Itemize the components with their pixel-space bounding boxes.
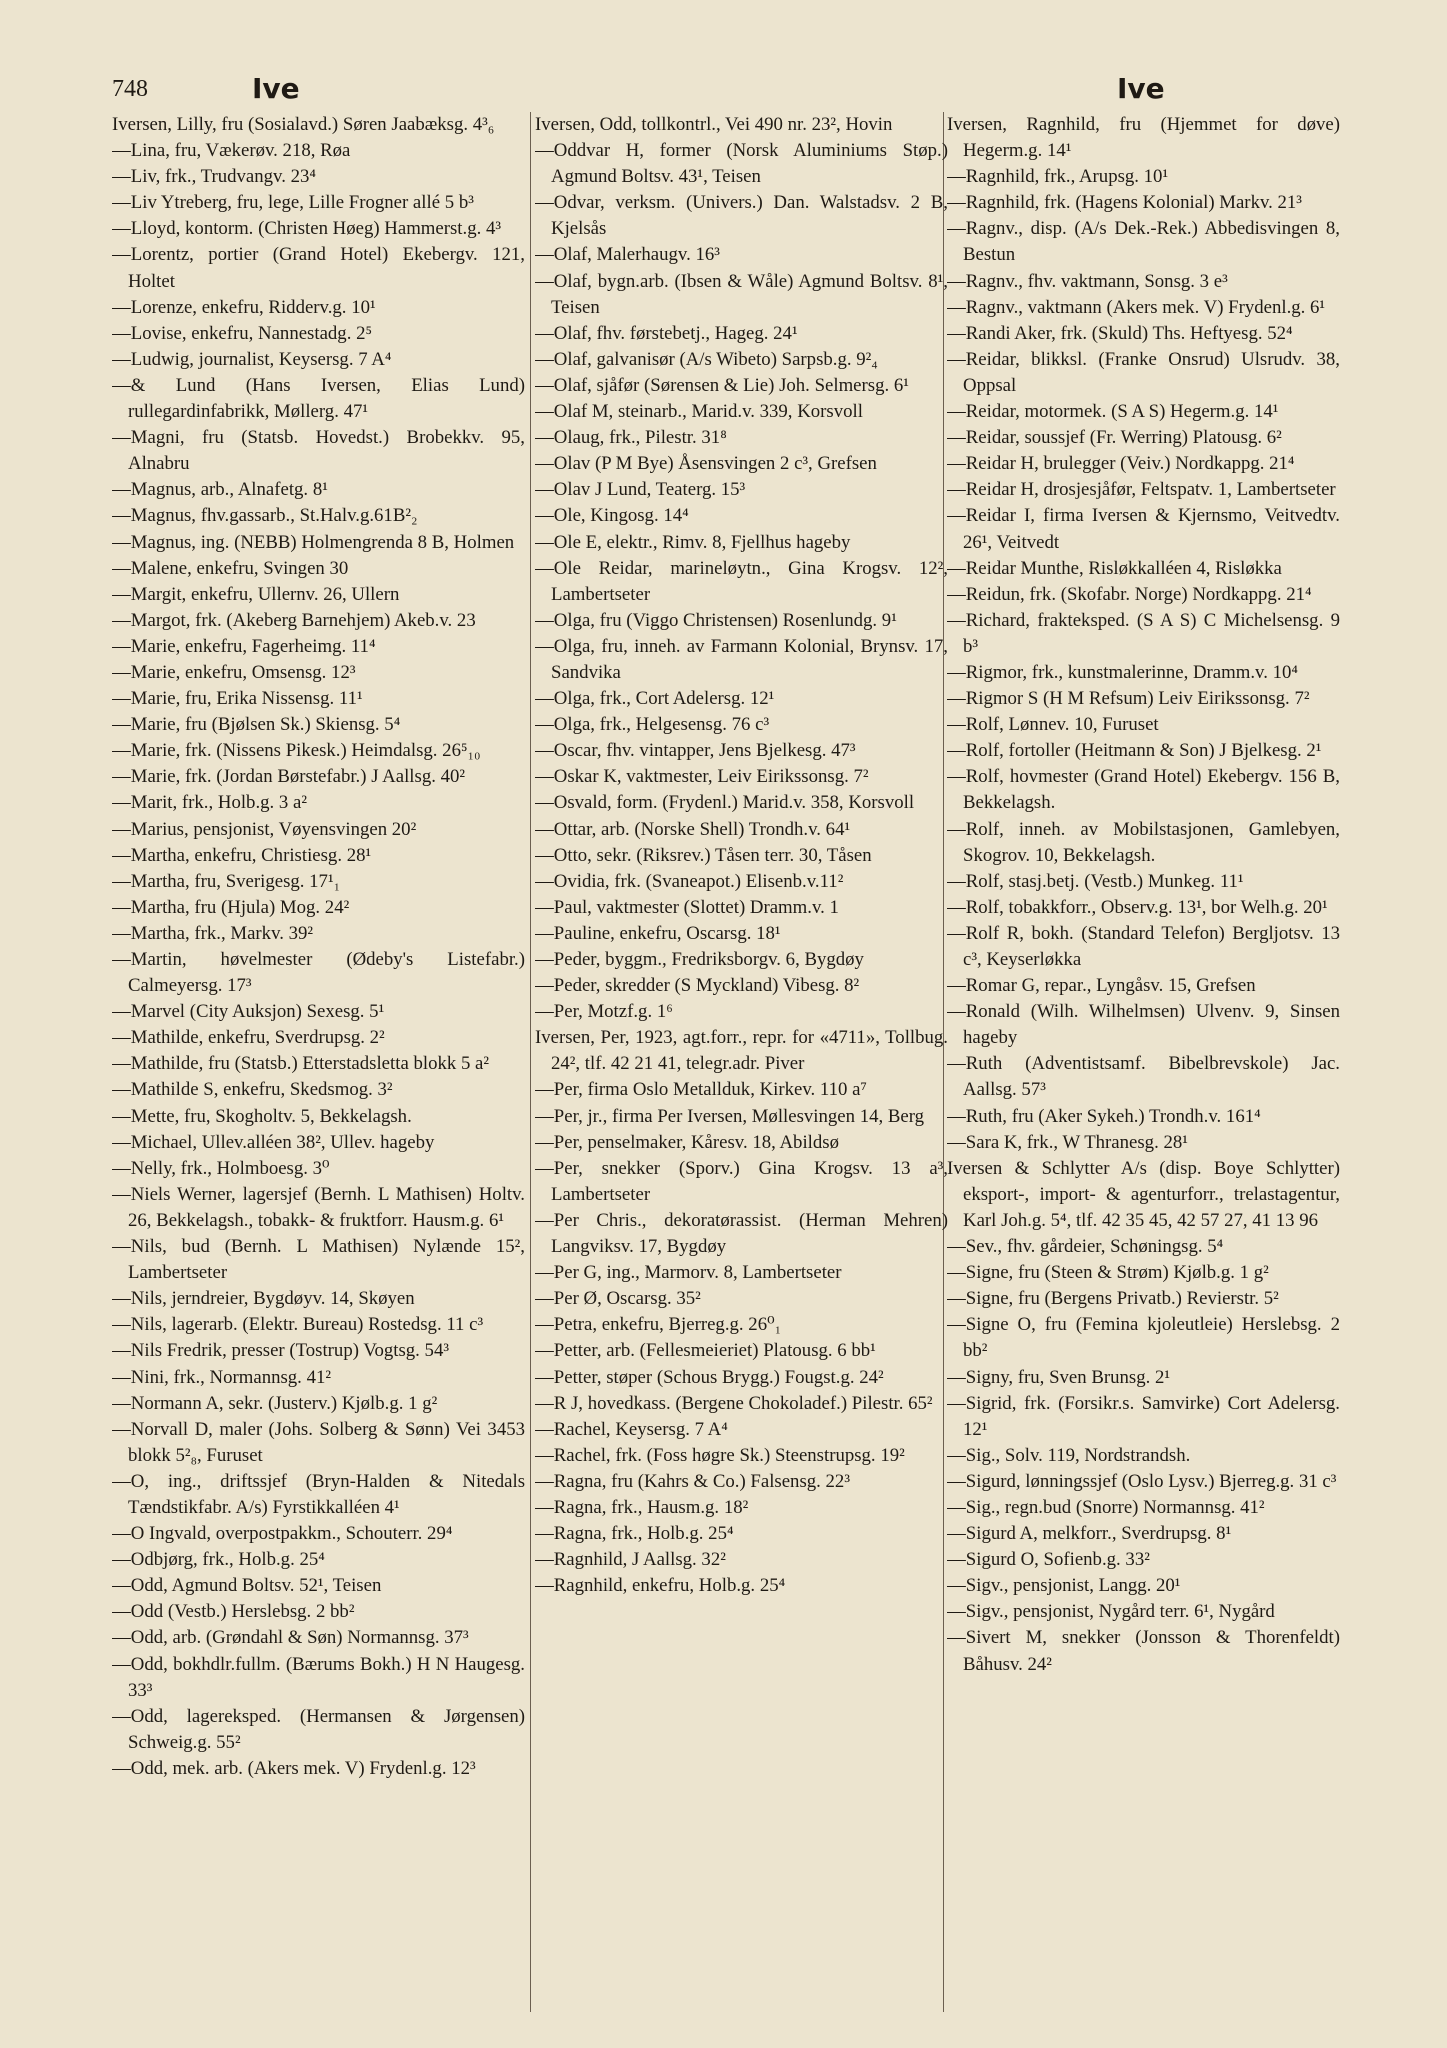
directory-entry: —Signe O, fru (Femina kjoleutleie) Herslebsg. 2 bb²: [947, 1314, 1340, 1362]
directory-entry: —Ragnv., fhv. vaktmann, Sonsg. 3 e³: [947, 270, 1228, 292]
directory-entry: —Martin, høvelmester (Ødeby's Listefabr.) Calmeyersg. 17³: [112, 949, 525, 997]
directory-entry: —Peder, byggm., Fredriksborgv. 6, Bygdøy: [535, 949, 864, 970]
directory-entry: —Olga, frk., Cort Adelersg. 12¹: [535, 688, 775, 710]
running-headword-left: Ive: [252, 72, 300, 105]
directory-entry: —Sigv., pensjonist, Nygård terr. 6¹, Nygård: [947, 1601, 1275, 1623]
directory-entry: —Richard, frakteksped. (S A S) C Michelsensg. 9 b³: [947, 609, 1340, 657]
running-headword-right: Ive: [1117, 72, 1165, 105]
directory-entry: —Mathilde, enkefru, Sverdrupsg. 2²: [112, 1027, 385, 1049]
directory-entry: —Martha, fru (Hjula) Mog. 24²: [112, 896, 350, 918]
directory-entry: —Odd, arb. (Grøndahl & Søn) Normannsg. 37³: [112, 1627, 469, 1649]
directory-entry: —Olga, fru (Viggo Christensen) Rosenlundg. 9¹: [535, 609, 897, 631]
directory-entry: —Lloyd, kontorm. (Christen Høeg) Hammerst.g. 4³: [112, 218, 502, 240]
directory-entry: —Marie, frk. (Nissens Pikesk.) Heimdalsg. 26⁵₁₀: [112, 740, 481, 762]
directory-entry: —Ragnhild, frk. (Hagens Kolonial) Markv. 21³: [947, 192, 1302, 214]
directory-entry: —Sigv., pensjonist, Langg. 20¹: [947, 1575, 1181, 1597]
directory-entry: —Ragna, frk., Hausm.g. 18²: [535, 1496, 749, 1518]
directory-entry: Iversen, Odd, tollkontrl., Vei 490 nr. 23², Hovin: [535, 114, 893, 135]
directory-entry: —Reidar, blikksl. (Franke Onsrud) Ulsrudv. 38, Oppsal: [947, 348, 1340, 396]
directory-entry: —Signy, fru, Sven Brunsg. 2¹: [947, 1366, 1171, 1388]
directory-entry: —Per G, ing., Marmorv. 8, Lambertseter: [535, 1262, 842, 1284]
directory-entry: —Ragnhild, J Aallsg. 32²: [535, 1549, 726, 1571]
directory-entry: —Marie, fru, Erika Nissensg. 11¹: [112, 688, 363, 710]
directory-entry: —Margot, frk. (Akeberg Barnehjem) Akeb.v. 23: [112, 609, 476, 631]
directory-entry: —Sigurd O, Sofienb.g. 33²: [947, 1549, 1150, 1571]
directory-entry: —Martha, frk., Markv. 39²: [112, 922, 314, 944]
page-header: [112, 72, 1335, 112]
directory-entry: —Margit, enkefru, Ullernv. 26, Ullern: [112, 583, 400, 605]
directory-entry: —Ragna, frk., Holb.g. 25⁴: [535, 1523, 734, 1545]
directory-entry: —Romar G, repar., Lyngåsv. 15, Grefsen: [947, 975, 1256, 997]
directory-entry: —Lorenze, enkefru, Ridderv.g. 10¹: [112, 296, 376, 318]
directory-entry: —Mette, fru, Skogholtv. 5, Bekkelagsh.: [112, 1105, 412, 1127]
directory-entry: —Mathilde S, enkefru, Skedsmog. 3²: [112, 1079, 393, 1101]
directory-entry: —Peder, skredder (S Myckland) Vibesg. 8²: [535, 975, 860, 997]
directory-entry: —& Lund (Hans Iversen, Elias Lund) rullegardinfabrikk, Møllerg. 47¹: [112, 374, 525, 423]
directory-entry: —Per Ø, Oscarsg. 35²: [535, 1288, 701, 1310]
directory-entry: —R J, hovedkass. (Bergene Chokoladef.) Pilestr. 65²: [535, 1392, 933, 1414]
directory-entry: —Reidun, frk. (Skofabr. Norge) Nordkappg. 21⁴: [947, 583, 1312, 605]
directory-entry: —Per, jr., firma Per Iversen, Møllesvingen 14, Berg: [535, 1105, 925, 1127]
directory-entry: —Per, snekker (Sporv.) Gina Krogsv. 13 a³, Lambertseter: [535, 1157, 948, 1205]
directory-entry: —Lina, fru, Vækerøv. 218, Røa: [112, 140, 351, 162]
directory-entry: —Niels Werner, lagersjef (Bernh. L Mathisen) Holtv. 26, Bekkelagsh., tobakk- & fruktforr. Hausm.g. 6¹: [112, 1183, 525, 1231]
directory-entry: —Sev., fhv. gårdeier, Schøningsg. 5⁴: [947, 1236, 1224, 1258]
directory-entry: —Reidar, soussjef (Fr. Werring) Platousg. 6²: [947, 427, 1282, 449]
directory-entry: —Rolf, inneh. av Mobilstasjonen, Gamlebyen, Skogrov. 10, Bekkelagsh.: [947, 818, 1340, 866]
directory-entry: —Olaf, Malerhaugv. 16³: [535, 244, 720, 266]
directory-entry: —Marit, frk., Holb.g. 3 a²: [112, 792, 307, 814]
directory-entry: —Ludwig, journalist, Keysersg. 7 A⁴: [112, 348, 392, 370]
directory-entry: —Per, Motzf.g. 1⁶: [535, 1001, 673, 1023]
directory-entry: —Olaf, bygn.arb. (Ibsen & Wåle) Agmund Boltsv. 8¹, Teisen: [535, 270, 948, 318]
directory-entry: —Nils, bud (Bernh. L Mathisen) Nylænde 15², Lambertseter: [112, 1236, 525, 1284]
directory-entry: —Per, penselmaker, Kåresv. 18, Abildsø: [535, 1131, 839, 1153]
directory-entry: —Rolf, tobakkforr., Observ.g. 13¹, bor Welh.g. 20¹: [947, 896, 1328, 918]
directory-columns: [112, 112, 1338, 2022]
directory-entry: —Reidar I, firma Iversen & Kjernsmo, Veitvedtv. 26¹, Veitvedt: [947, 505, 1340, 553]
directory-entry: —Sigurd A, melkforr., Sverdrupsg. 8¹: [947, 1523, 1232, 1545]
directory-entry: —Per Chris., dekoratørassist. (Herman Mehren) Langviksv. 17, Bygdøy: [535, 1209, 948, 1258]
directory-entry: —Liv Ytreberg, fru, lege, Lille Frogner allé 5 b³: [112, 192, 474, 214]
directory-entry: —Ole, Kingosg. 14⁴: [535, 505, 689, 527]
directory-entry: —Magni, fru (Statsb. Hovedst.) Brobekkv. 95, Alnabru: [112, 427, 525, 475]
directory-entry: —Olav J Lund, Teaterg. 15³: [535, 479, 746, 501]
directory-entry: —Odd, mek. arb. (Akers mek. V) Frydenl.g. 12³: [112, 1757, 476, 1779]
directory-entry: —Normann A, sekr. (Justerv.) Kjølb.g. 1 g²: [112, 1392, 438, 1414]
directory-entry: —O Ingvald, overpostpakkm., Schouterr. 29⁴: [112, 1523, 453, 1545]
directory-entry: —Martha, enkefru, Christiesg. 28¹: [112, 844, 372, 866]
directory-entry: —Petter, støper (Schous Brygg.) Fougst.g. 24²: [535, 1366, 884, 1388]
column-1: [112, 112, 525, 2022]
directory-entry: —Nils, jerndreier, Bygdøyv. 14, Skøyen: [112, 1288, 415, 1310]
directory-entry: —Ole E, elektr., Rimv. 8, Fjellhus hageby: [535, 531, 851, 553]
directory-entry: —Nils Fredrik, presser (Tostrup) Vogtsg. 54³: [112, 1340, 449, 1362]
page-number: 748: [112, 76, 148, 102]
directory-entry: —Marie, fru (Bjølsen Sk.) Skiensg. 5⁴: [112, 714, 401, 736]
directory-entry: —Rachel, frk. (Foss høgre Sk.) Steenstrupsg. 19²: [535, 1444, 905, 1466]
directory-entry: —Odbjørg, frk., Holb.g. 25⁴: [112, 1549, 325, 1571]
directory-entry: —Rolf, hovmester (Grand Hotel) Ekebergv. 156 B, Bekkelagsh.: [947, 766, 1340, 814]
directory-entry: —Ragnv., vaktmann (Akers mek. V) Frydenl.g. 6¹: [947, 296, 1326, 318]
column-2: [535, 112, 948, 2022]
directory-entry: —Ragnhild, enkefru, Holb.g. 25⁴: [535, 1575, 786, 1597]
directory-entry: —Marie, enkefru, Omsensg. 12³: [112, 661, 356, 683]
directory-entry: —Nils, lagerarb. (Elektr. Bureau) Rostedsg. 11 c³: [112, 1314, 484, 1336]
directory-entry: —Martha, fru, Sverigesg. 17¹₁: [112, 870, 341, 892]
directory-entry: —Rolf, stasj.betj. (Vestb.) Munkeg. 11¹: [947, 870, 1244, 892]
directory-entry: —Paul, vaktmester (Slottet) Dramm.v. 1: [535, 896, 839, 918]
directory-entry: —Michael, Ullev.alléen 38², Ullev. hageby: [112, 1131, 435, 1153]
directory-entry: —Olaf M, steinarb., Marid.v. 339, Korsvoll: [535, 401, 863, 423]
directory-entry: —Rolf, Lønnev. 10, Furuset: [947, 714, 1159, 736]
directory-entry: —Mathilde, fru (Statsb.) Etterstadsletta blokk 5 a²: [112, 1053, 490, 1075]
directory-entry: —Marius, pensjonist, Vøyensvingen 20²: [112, 818, 417, 840]
directory-entry: —Sig., regn.bud (Snorre) Normannsg. 41²: [947, 1496, 1265, 1518]
directory-entry: —Odd, bokhdlr.fullm. (Bærums Bokh.) H N Haugesg. 33³: [112, 1653, 525, 1701]
directory-entry: —Otto, sekr. (Riksrev.) Tåsen terr. 30, Tåsen: [535, 844, 872, 866]
directory-entry: —Rigmor, frk., kunstmalerinne, Dramm.v. 10⁴: [947, 661, 1298, 683]
directory-entry: —Sivert M, snekker (Jonsson & Thorenfeldt) Båhusv. 24²: [947, 1627, 1340, 1675]
directory-entry: —Signe, fru (Bergens Privatb.) Revierstr. 5²: [947, 1288, 1279, 1310]
directory-entry: —Signe, fru (Steen & Strøm) Kjølb.g. 1 g²: [947, 1262, 1269, 1284]
directory-entry: —Odvar, verksm. (Univers.) Dan. Walstadsv. 2 B, Kjelsås: [535, 192, 948, 240]
directory-entry: —Per, firma Oslo Metallduk, Kirkev. 110 a⁷: [535, 1079, 867, 1101]
directory-entry: —Oskar K, vaktmester, Leiv Eirikssonsg. 7²: [535, 766, 869, 788]
directory-entry: —Olaf, sjåfør (Sørensen & Lie) Joh. Selmersg. 6¹: [535, 374, 909, 396]
directory-entry: —Olaf, fhv. førstebetj., Hageg. 24¹: [535, 322, 798, 344]
directory-entry: —Ragnv., disp. (A/s Dek.-Rek.) Abbedisvingen 8, Bestun: [947, 218, 1340, 266]
directory-entry: —Malene, enkefru, Svingen 30: [112, 557, 349, 579]
directory-entry: —Liv, frk., Trudvangv. 23⁴: [112, 166, 316, 188]
directory-entry: —Reidar Munthe, Risløkkalléen 4, Risløkka: [947, 557, 1282, 579]
column-3: [947, 112, 1340, 2022]
directory-entry: —Olaf, galvanisør (A/s Wibeto) Sarpsb.g. 9²₄: [535, 348, 878, 370]
directory-entry: —Magnus, ing. (NEBB) Holmengrenda 8 B, Holmen: [112, 531, 515, 553]
directory-entry: —Rolf, fortoller (Heitmann & Son) J Bjelkesg. 2¹: [947, 740, 1322, 762]
directory-entry: —Reidar H, brulegger (Veiv.) Nordkappg. 21⁴: [947, 453, 1295, 475]
directory-entry: —Ole Reidar, marineløytn., Gina Krogsv. 12², Lambertseter: [535, 557, 948, 605]
directory-entry: —Reidar, motormek. (S A S) Hegerm.g. 14¹: [947, 401, 1279, 423]
directory-entry: —Ruth, fru (Aker Sykeh.) Trondh.v. 161⁴: [947, 1105, 1261, 1127]
directory-entry: —Rachel, Keysersg. 7 A⁴: [535, 1418, 728, 1440]
directory-entry: —Rigmor S (H M Refsum) Leiv Eirikssonsg. 7²: [947, 688, 1310, 710]
directory-entry: —Petter, arb. (Fellesmeieriet) Platousg. 6 bb¹: [535, 1340, 876, 1362]
directory-entry: —Marie, frk. (Jordan Børstefabr.) J Aallsg. 40²: [112, 766, 466, 788]
directory-entry: —Odd (Vestb.) Herslebsg. 2 bb²: [112, 1601, 355, 1623]
directory-entry: —Reidar H, drosjesjåfør, Feltspatv. 1, Lambertseter: [947, 479, 1336, 501]
directory-entry: —Odd, lagereksped. (Hermansen & Jørgensen) Schweig.g. 55²: [112, 1705, 525, 1753]
directory-entry: —Olaug, frk., Pilestr. 31⁸: [535, 427, 727, 449]
directory-entry: —Sigurd, lønningssjef (Oslo Lysv.) Bjerreg.g. 31 c³: [947, 1470, 1337, 1492]
directory-entry: —Rolf R, bokh. (Standard Telefon) Bergljotsv. 13 c³, Keyserløkka: [947, 922, 1340, 970]
directory-entry: —Norvall D, maler (Johs. Solberg & Sønn) Vei 3453 blokk 5²₈, Furuset: [112, 1418, 525, 1466]
directory-entry: Iversen, Ragnhild, fru (Hjemmet for døve) Hegerm.g. 14¹: [947, 114, 1340, 162]
directory-entry: —Sigrid, frk. (Forsikr.s. Samvirke) Cort Adelersg. 12¹: [947, 1392, 1340, 1440]
directory-entry: —Nini, frk., Normannsg. 41²: [112, 1366, 331, 1388]
directory-entry: —Petra, enkefru, Bjerreg.g. 26⁰₁: [535, 1314, 782, 1336]
directory-entry: —Sig., Solv. 119, Nordstrandsh.: [947, 1444, 1191, 1466]
directory-entry: —Randi Aker, frk. (Skuld) Ths. Heftyesg. 52⁴: [947, 322, 1293, 344]
directory-entry: —O, ing., driftssjef (Bryn-Halden & Nitedals Tændstikfabr. A/s) Fyrstikkalléen 4¹: [112, 1470, 525, 1518]
directory-entry: —Lorentz, portier (Grand Hotel) Ekebergv. 121, Holtet: [112, 244, 525, 292]
directory-entry: —Odd, Agmund Boltsv. 52¹, Teisen: [112, 1575, 382, 1597]
directory-entry: —Magnus, arb., Alnafetg. 8¹: [112, 479, 328, 501]
directory-entry: Iversen & Schlytter A/s (disp. Boye Schlytter) eksport-, import- & agenturforr., trelastagentur, Karl Joh.g. 5⁴, tlf. 42 35 45, 42 57 27, 41 13 96: [947, 1157, 1340, 1231]
directory-entry: —Oscar, fhv. vintapper, Jens Bjelkesg. 47³: [535, 740, 856, 762]
directory-entry: —Lovise, enkefru, Nannestadg. 2⁵: [112, 322, 373, 344]
directory-entry: —Ruth (Adventistsamf. Bibelbrevskole) Jac. Aallsg. 57³: [947, 1053, 1340, 1101]
directory-entry: —Ovidia, frk. (Svaneapot.) Elisenb.v.11²: [535, 870, 844, 892]
directory-entry: Iversen, Per, 1923, agt.forr., repr. for «4711», Tollbug. 24², tlf. 42 21 41, telegr.adr. Piver: [535, 1027, 948, 1075]
directory-entry: —Magnus, fhv.gassarb., St.Halv.g.61B²₂: [112, 505, 418, 527]
directory-entry: —Oddvar H, former (Norsk Aluminiums Støp.) Agmund Boltsv. 43¹, Teisen: [535, 140, 948, 188]
directory-entry: —Olga, frk., Helgesensg. 76 c³: [535, 714, 770, 736]
directory-entry: —Marvel (City Auksjon) Sexesg. 5¹: [112, 1001, 385, 1023]
directory-entry: —Osvald, form. (Frydenl.) Marid.v. 358, Korsvoll: [535, 792, 915, 814]
directory-entry: —Ottar, arb. (Norske Shell) Trondh.v. 64¹: [535, 818, 851, 840]
directory-entry: —Nelly, frk., Holmboesg. 3⁰: [112, 1157, 330, 1179]
directory-entry: —Marie, enkefru, Fagerheimg. 11⁴: [112, 635, 376, 657]
directory-entry: —Olav (P M Bye) Åsensvingen 2 c³, Grefsen: [535, 453, 877, 475]
directory-entry: —Pauline, enkefru, Oscarsg. 18¹: [535, 922, 781, 944]
directory-entry: —Olga, fru, inneh. av Farmann Kolonial, Brynsv. 17, Sandvika: [535, 635, 948, 683]
directory-entry: —Ronald (Wilh. Wilhelmsen) Ulvenv. 9, Sinsen hageby: [947, 1001, 1340, 1049]
directory-entry: —Sara K, frk., W Thranesg. 28¹: [947, 1131, 1188, 1153]
directory-entry: —Ragna, fru (Kahrs & Co.) Falsensg. 22³: [535, 1470, 850, 1492]
directory-entry: —Ragnhild, frk., Arupsg. 10¹: [947, 166, 1169, 188]
directory-entry: Iversen, Lilly, fru (Sosialavd.) Søren Jaabæksg. 4³₆: [112, 114, 495, 135]
